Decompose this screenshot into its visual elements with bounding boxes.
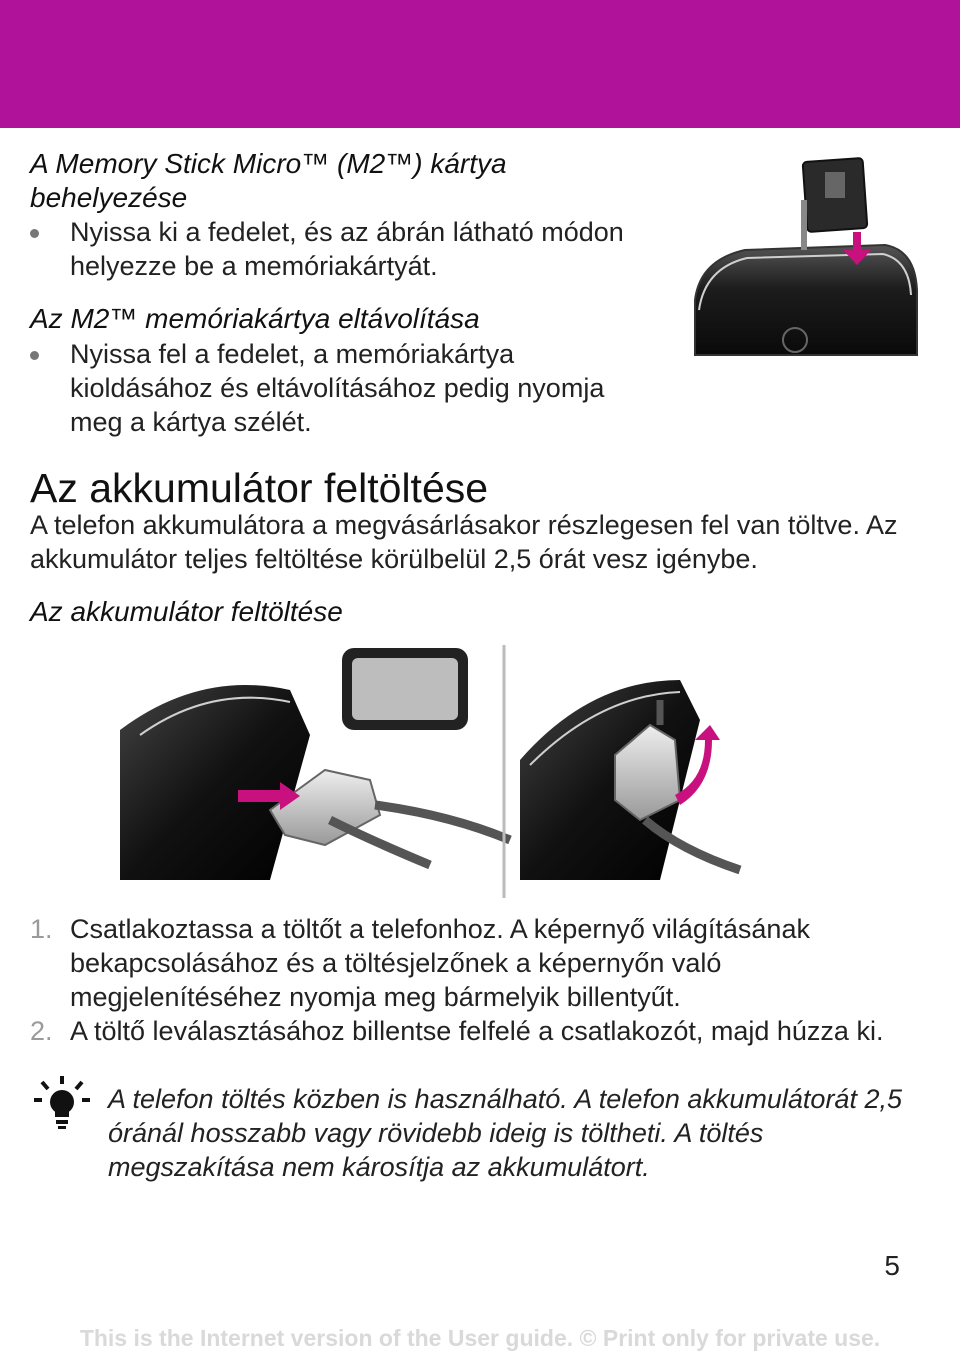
charge-steps [30,912,940,1048]
footer-notice: This is the Internet version of the User guide. © Print only for private use. [79,1325,881,1351]
battery-intro: A telefon akkumulátora a megvásárlásakor részlegesen fel van töltve. Az akkumulátor teljes feltöltése körülbelül 2,5 órát vesz igénybe. [30,510,898,574]
charge-procedure-title: Az akkumulátor feltöltése [30,596,343,627]
brand-header-bar [0,0,960,128]
bullet-dot [30,351,39,360]
charging-illustration [120,640,760,902]
page-number: 5 [884,1250,900,1281]
insert-card-title: A Memory Stick Micro™ (M2™) kártya behelyezése [30,148,507,213]
step-text: A töltő leválasztásához billentse felfelé a csatlakozót, majd húzza ki. [70,1016,884,1046]
step-1 [30,912,940,1014]
lightbulb-icon [32,1074,92,1130]
bullet-dot [30,229,39,238]
insert-card-text: Nyissa ki a fedelet, és az ábrán látható módon helyezze be a memóriakártyát. [70,217,624,281]
step-number: 2. [30,1016,53,1046]
memory-card-illustration [685,150,925,365]
remove-card-text: Nyissa fel a fedelet, a memóriakártya kioldásához és eltávolításához pedig nyomja meg a kártya szélét. [70,339,605,437]
battery-heading: Az akkumulátor feltöltése [30,465,489,511]
tip-text: A telefon töltés közben is használható. A telefon akkumulátorát 2,5 óránál hosszabb vagy rövidebb ideig is töltheti. A töltés megszakítása nem károsítja az akkumulátort. [108,1084,902,1182]
step-2 [30,1014,940,1048]
step-number: 1. [30,914,53,944]
step-text: Csatlakoztassa a töltőt a telefonhoz. A képernyő világításának bekapcsolásához és a töltésjelzőnek a képernyőn való megjelenítéséhez nyomja meg bármelyik billentyűt. [70,914,810,1012]
remove-card-title: Az M2™ memóriakártya eltávolítása [30,303,480,334]
